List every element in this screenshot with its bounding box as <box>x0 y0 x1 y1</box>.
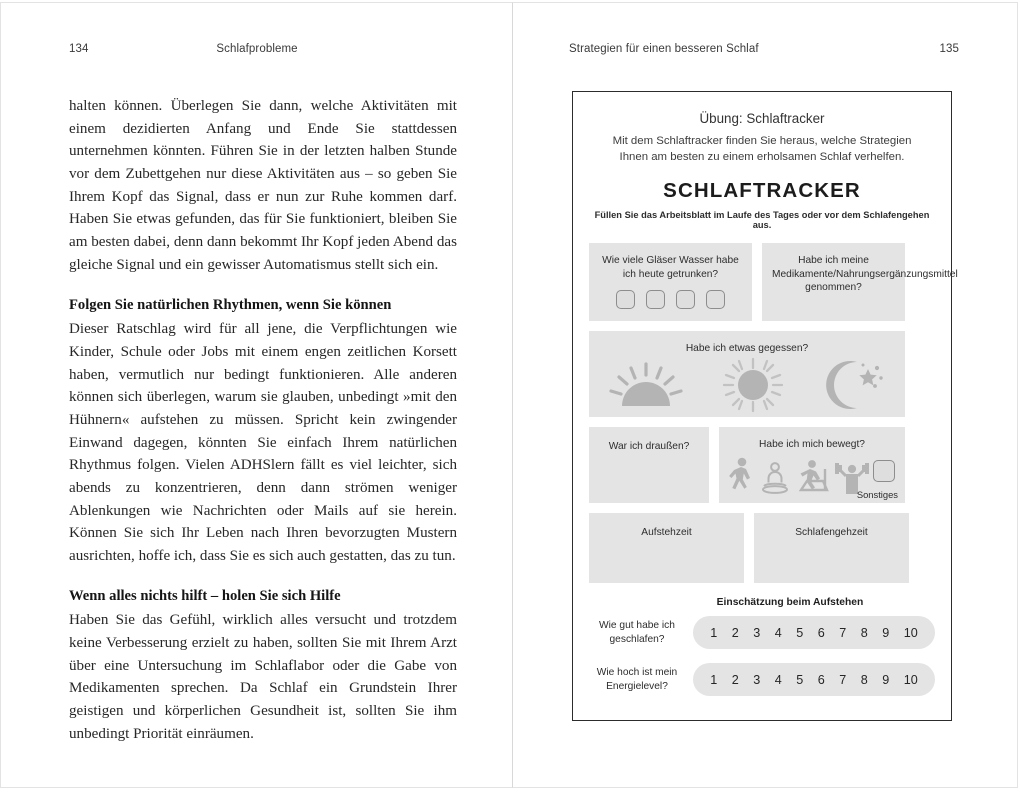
water-checkbox[interactable] <box>676 290 695 309</box>
water-checkbox[interactable] <box>706 290 725 309</box>
rating-row-energy-level <box>589 663 935 696</box>
worksheet-field-grid <box>589 243 958 583</box>
worksheet-exercise-title: Übung: Schlaftracker <box>699 111 825 126</box>
scale-value[interactable]: 7 <box>839 672 847 687</box>
treadmill-icon[interactable] <box>795 459 831 495</box>
scale-value[interactable]: 10 <box>903 625 918 640</box>
worksheet-title: SCHLAFTRACKER <box>663 179 861 202</box>
sun-icon[interactable] <box>722 357 784 413</box>
field-label: Wie viele Gläser Wasser habe ich heute getrunken? <box>602 255 739 280</box>
rating-label: Wie hoch ist mein Energielevel? <box>596 667 678 692</box>
field-medication[interactable] <box>762 243 958 321</box>
scale-value[interactable]: 3 <box>753 625 761 640</box>
section-heading: Wenn alles nichts hilft – holen Sie sich Hilfe <box>69 588 341 605</box>
paragraph: Dieser Ratschlag wird für all jene, die Verpflichtungen wie Kinder, Schule oder Jobs mit einem engen zeitlichen Korsett haben, vermutlich nur bedingt funktionieren. Alle anderen können sich überlegen, warum sie glauben, unbedingt »mit den Hühnern« aufstehen zu müssen. Spricht kein zwingender Einwand dagegen, könnten Sie einfach Ihrem natürlichen Rhythmus folgen. Vielen ADHSlern fällt es viel leichter, sich abends zu konzentrieren, denn dann strömen weniger Ablenkungen wie Nachrichten oder Mails auf sie herein. Können Sie sich Ihr Leben nach Ihren bevorzugten Mustern ausrichten, hoffe ich, dass Sie es sich auch gestatten, das zu tun. <box>69 321 457 564</box>
worksheet-subtitle: Füllen Sie das Arbeitsblatt im Laufe des Tages oder vor dem Schlafengehen aus. <box>594 210 930 230</box>
scale-value[interactable]: 2 <box>731 625 739 640</box>
scale-value[interactable]: 6 <box>817 625 825 640</box>
paragraph: Haben Sie das Gefühl, wirklich alles versucht und trotzdem keine Verbesserung erzielt zu haben, sollten Sie mit Ihrem Arzt über eine Untersuchung im Schlaflabor oder die Gabe von Medikamenten sprechen. Da Schlaf ein Grundstein Ihrer geistigen und körperlichen Gesundheit ist, sollten Sie ihm unbedingt Priorität einräumen. <box>69 612 457 742</box>
left-page <box>0 2 512 788</box>
rating-heading: Einschätzung beim Aufstehen <box>716 597 864 608</box>
field-label: Aufstehzeit <box>641 527 692 538</box>
field-sleep-time[interactable] <box>754 513 909 583</box>
field-food[interactable] <box>589 331 905 417</box>
field-label: Habe ich mich bewegt? <box>759 439 865 450</box>
running-head-right: Strategien für einen besseren Schlaf <box>569 43 759 55</box>
worksheet-intro-text: Mit dem Schlaftracker finden Sie heraus, welche Strategien Ihnen am besten zu einem erholsamen Schlaf verhelfen. <box>612 135 912 163</box>
worksheet-row <box>589 427 935 503</box>
scale-value[interactable]: 9 <box>882 672 890 687</box>
paragraph: halten können. Überlegen Sie dann, welche Aktivitäten mit einem dezidierten Anfang und Ende Sie stattdessen unternehmen könnten. Führen Sie in der letzten halben Stunde vor dem Zubettgehen nur diese Aktivitäten aus – so geben Sie Ihrem Kopf das Signal, dass er nun zur Ruhe kommen darf. Haben Sie etwas gefunden, das für Sie funktioniert, bleiben Sie am besten dabei, denn dann bekommt Ihr Kopf jeden Abend das gleiche Signal und ein gewisser Automatismus stellt sich ein. <box>69 98 457 273</box>
field-label-wrap <box>754 513 909 583</box>
movement-other-checkbox[interactable] <box>873 460 895 482</box>
energy-level-scale[interactable] <box>693 663 935 696</box>
field-outside[interactable] <box>589 427 709 503</box>
scale-value[interactable]: 5 <box>796 625 804 640</box>
scale-value[interactable]: 4 <box>774 672 782 687</box>
field-label: War ich draußen? <box>608 441 690 452</box>
body-column-left <box>69 95 457 745</box>
scale-value[interactable]: 10 <box>903 672 918 687</box>
sleep-quality-scale[interactable] <box>693 616 935 649</box>
field-movement[interactable] <box>719 427 905 503</box>
scale-value[interactable]: 9 <box>882 625 890 640</box>
moon-stars-icon[interactable] <box>823 359 885 411</box>
food-time-icons <box>589 358 905 412</box>
movement-other-label: Sonstiges <box>856 489 898 500</box>
field-label: Schlafengehzeit <box>795 527 868 538</box>
scale-value[interactable]: 2 <box>731 672 739 687</box>
worksheet-row <box>589 331 935 417</box>
meditation-icon[interactable] <box>759 461 791 495</box>
scale-value[interactable]: 7 <box>839 625 847 640</box>
schlaftracker-worksheet <box>572 91 958 721</box>
water-checkbox[interactable] <box>616 290 635 309</box>
scale-value[interactable]: 4 <box>774 625 782 640</box>
sunrise-icon[interactable] <box>609 362 683 408</box>
field-label: Habe ich meine Medikamente/Nahrungsergänzungsmittel genommen? <box>772 255 958 294</box>
field-label-wrap <box>589 513 744 583</box>
rating-row-sleep-quality <box>589 616 935 649</box>
scale-value[interactable]: 8 <box>860 672 868 687</box>
scale-value[interactable]: 3 <box>753 672 761 687</box>
scale-value[interactable]: 8 <box>860 625 868 640</box>
field-water-intake[interactable] <box>589 243 752 321</box>
page-number-right: 135 <box>939 43 959 55</box>
scale-value[interactable]: 1 <box>710 672 718 687</box>
right-page <box>512 2 1018 788</box>
field-wake-time[interactable] <box>589 513 744 583</box>
scale-value[interactable]: 5 <box>796 672 804 687</box>
rating-label: Wie gut habe ich geschlafen? <box>599 620 675 645</box>
page-number-left: 134 <box>69 43 89 55</box>
field-label-wrap <box>589 427 709 503</box>
field-label: Habe ich etwas gegessen? <box>685 343 809 354</box>
running-head-left: Schlafprobleme <box>216 43 298 55</box>
worksheet-row <box>589 243 958 321</box>
water-checkbox[interactable] <box>646 290 665 309</box>
worksheet-row <box>589 513 935 583</box>
scale-value[interactable]: 1 <box>710 625 718 640</box>
water-checkbox-group <box>589 290 752 309</box>
rating-section <box>589 597 935 696</box>
section-heading: Folgen Sie natürlichen Rhythmen, wenn Sie können <box>69 297 392 314</box>
scale-value[interactable]: 6 <box>817 672 825 687</box>
walking-icon[interactable] <box>729 457 755 495</box>
